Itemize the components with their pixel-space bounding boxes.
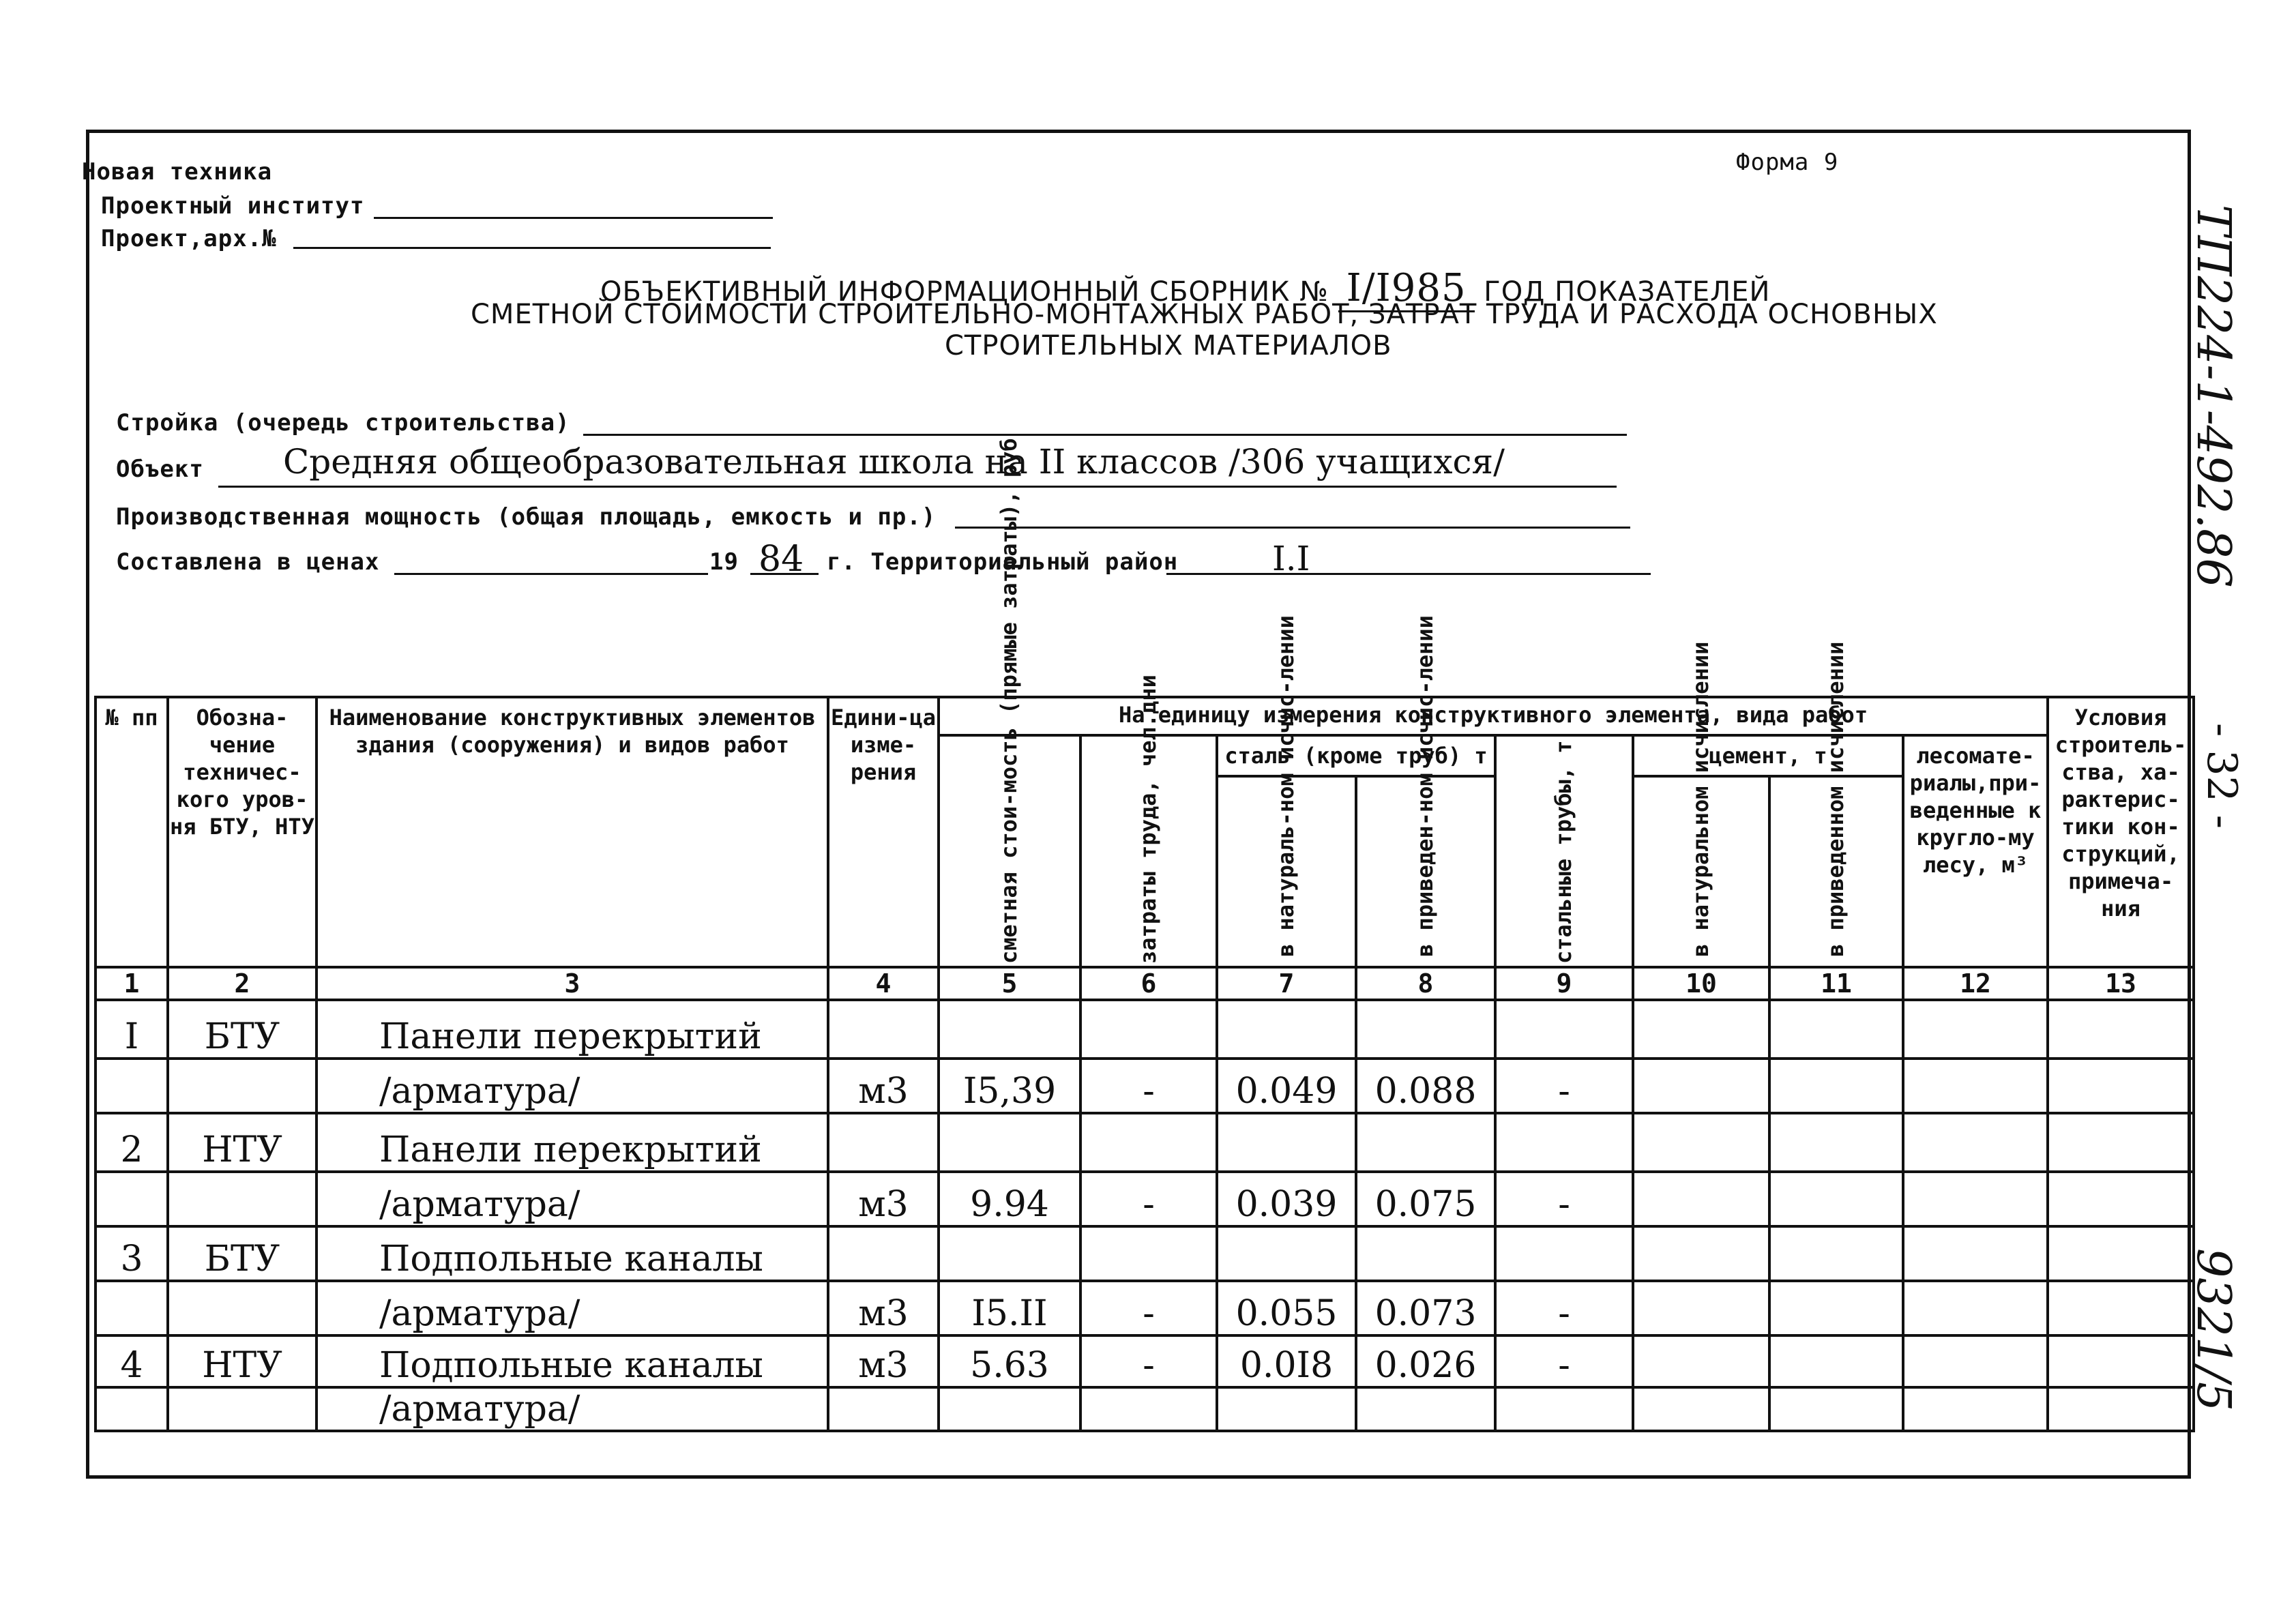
- row-steel-red: 0.026: [1356, 1335, 1495, 1387]
- header-pipes-cell: [1495, 735, 1633, 967]
- prices-underline: [394, 573, 708, 575]
- row-name-sub: /арматура/: [317, 1172, 828, 1226]
- table-row: [95, 1059, 2194, 1113]
- header-cem-nat: в натуральном исчислении: [1688, 641, 1714, 957]
- row-no: I: [95, 1000, 168, 1059]
- form-number: Форма 9: [1736, 149, 1839, 176]
- row-no: 4: [95, 1335, 168, 1387]
- capacity-label: Производственная мощность (общая площадь, емкость и пр.): [116, 503, 937, 531]
- row-steel-nat: 0.055: [1217, 1281, 1356, 1335]
- header-group: На единицу измерения конструктивного элемента, вида работ: [939, 697, 2048, 735]
- col-number: 11: [1769, 967, 1903, 1000]
- col-number: 4: [828, 967, 939, 1000]
- col-number: 13: [2048, 967, 2194, 1000]
- row-pipes: -: [1495, 1281, 1633, 1335]
- row-unit: м3: [828, 1281, 939, 1335]
- header-cement: цемент, т: [1633, 735, 1903, 776]
- row-cost: I5.II: [939, 1281, 1080, 1335]
- header-steel: сталь (кроме труб) т: [1217, 735, 1495, 776]
- col-number: 3: [317, 967, 828, 1000]
- row-unit: м3: [828, 1059, 939, 1113]
- year-value: 84: [759, 539, 804, 580]
- header-cost-cell: [939, 438, 1080, 967]
- row-steel-nat: 0.039: [1217, 1172, 1356, 1226]
- district-value: I.I: [1272, 539, 1310, 578]
- project-underline: [293, 247, 771, 249]
- header-cost: сметная стои-мость (прямые затраты), руб: [996, 438, 1022, 964]
- year-underline: [750, 573, 819, 575]
- row-name: Подпольные каналы: [317, 1335, 828, 1387]
- project-code: ТП224-1-492.86: [2186, 205, 2240, 588]
- row-no: 3: [95, 1226, 168, 1281]
- year-prefix: 19: [709, 548, 739, 576]
- col-number: 9: [1495, 967, 1633, 1000]
- page-number: - 32 -: [2198, 723, 2246, 829]
- row-steel-red: 0.088: [1356, 1059, 1495, 1113]
- object-underline: [218, 486, 1617, 488]
- institute-underline: [374, 217, 773, 219]
- collection-number: I/I985: [1338, 266, 1475, 312]
- table-row: [95, 1281, 2194, 1335]
- col-number: 2: [168, 967, 317, 1000]
- header-steel-red: в приведен-ном исчис-лении: [1412, 615, 1439, 957]
- header-steel-nat: в натураль-ном исчис-лении: [1273, 615, 1299, 957]
- row-pipes: -: [1495, 1335, 1633, 1387]
- col-number: 12: [1903, 967, 2048, 1000]
- stroyka-underline: [583, 434, 1627, 436]
- col-number: 1: [95, 967, 168, 1000]
- row-steel-nat: 0.0I8: [1217, 1335, 1356, 1387]
- row-labor: -: [1080, 1281, 1217, 1335]
- stroyka-label: Стройка (очередь строительства): [116, 409, 570, 437]
- col-number: 7: [1217, 967, 1356, 1000]
- prices-label: Составлена в ценах: [116, 548, 380, 576]
- header-line-new-tech: Новая техника: [82, 158, 273, 186]
- title-line1: ОБЪЕКТИВНЫЙ ИНФОРМАЦИОННЫЙ СБОРНИК № I/I985 ГОД ПОКАЗАТЕЛЕЙ: [600, 266, 1770, 310]
- row-steel-nat: 0.049: [1217, 1059, 1356, 1113]
- row-cost: 9.94: [939, 1172, 1080, 1226]
- row-steel-red: 0.075: [1356, 1172, 1495, 1226]
- header-labor-cell: [1080, 675, 1217, 967]
- row-level: БТУ: [168, 1226, 317, 1281]
- title-line2: СМЕТНОЙ СТОИМОСТИ СТРОИТЕЛЬНО-МОНТАЖНЫХ РАБОТ, ЗАТРАТ ТРУДА И РАСХОДА ОСНОВНЫХ: [471, 299, 1938, 330]
- header-institute-label: Проектный институт: [101, 192, 365, 220]
- header-name: Наименование конструктивных элементов здания (сооружения) и видов работ: [317, 697, 828, 967]
- row-unit: м3: [828, 1172, 939, 1226]
- row-level: НТУ: [168, 1335, 317, 1387]
- row-unit: м3: [828, 1335, 939, 1387]
- row-cost: 5.63: [939, 1335, 1080, 1387]
- row-name-sub: /арматура/: [317, 1059, 828, 1113]
- row-name-sub: /арматура/: [317, 1281, 828, 1335]
- header-cem-red: в приведенном исчислении: [1823, 641, 1849, 957]
- table-row: [95, 1226, 2194, 1281]
- row-labor: -: [1080, 1059, 1217, 1113]
- header-no: № пп: [95, 697, 168, 967]
- table-row: [95, 1387, 2194, 1431]
- header-pipes: стальные трубы, т: [1550, 740, 1577, 964]
- column-number-row: [95, 967, 2194, 1000]
- table-row: [95, 1172, 2194, 1226]
- row-cost: I5,39: [939, 1059, 1080, 1113]
- header-labor: затраты труда, чел.дни: [1135, 675, 1162, 964]
- row-level: БТУ: [168, 1000, 317, 1059]
- col-number: 5: [939, 967, 1080, 1000]
- row-steel-red: 0.073: [1356, 1281, 1495, 1335]
- object-label: Объект: [116, 456, 204, 483]
- year-suffix: г. Территориальный район: [827, 548, 1179, 576]
- header-wood: лесомате-риалы,при-веденные к кругло-му лесу, м³: [1903, 735, 2048, 967]
- row-name: Подпольные каналы: [317, 1226, 828, 1281]
- title-line3: СТРОИТЕЛЬНЫХ МАТЕРИАЛОВ: [945, 330, 1392, 361]
- row-name: Панели перекрытий: [317, 1000, 828, 1059]
- sheet-number: 9321/5: [2186, 1248, 2240, 1412]
- row-labor: -: [1080, 1335, 1217, 1387]
- row-name-sub: /арматура/: [317, 1387, 828, 1431]
- table-row: [95, 1113, 2194, 1172]
- row-level: НТУ: [168, 1113, 317, 1172]
- district-underline: [1166, 573, 1651, 575]
- col-number: 8: [1356, 967, 1495, 1000]
- table-row: [95, 1000, 2194, 1059]
- col-number: 6: [1080, 967, 1217, 1000]
- object-value: Средняя общеобразовательная школа на II классов /306 учащихся/: [283, 442, 1505, 482]
- col-number: 10: [1633, 967, 1769, 1000]
- row-labor: -: [1080, 1172, 1217, 1226]
- table-row: [95, 1335, 2194, 1387]
- header-cem-red-cell: [1769, 641, 1903, 967]
- capacity-underline: [955, 527, 1630, 529]
- row-no: 2: [95, 1113, 168, 1172]
- header-project-label: Проект,арх.№: [101, 225, 277, 252]
- header-conditions: Условия строитель-ства, ха-рактерис-тики кон-струкций, примеча-ния: [2048, 697, 2194, 967]
- header-unit: Едини-ца изме-рения: [828, 697, 939, 967]
- row-pipes: -: [1495, 1059, 1633, 1113]
- header-designation: Обозна-чение техничес-кого уров-ня БТУ, НТУ: [168, 697, 317, 967]
- row-name: Панели перекрытий: [317, 1113, 828, 1172]
- row-pipes: -: [1495, 1172, 1633, 1226]
